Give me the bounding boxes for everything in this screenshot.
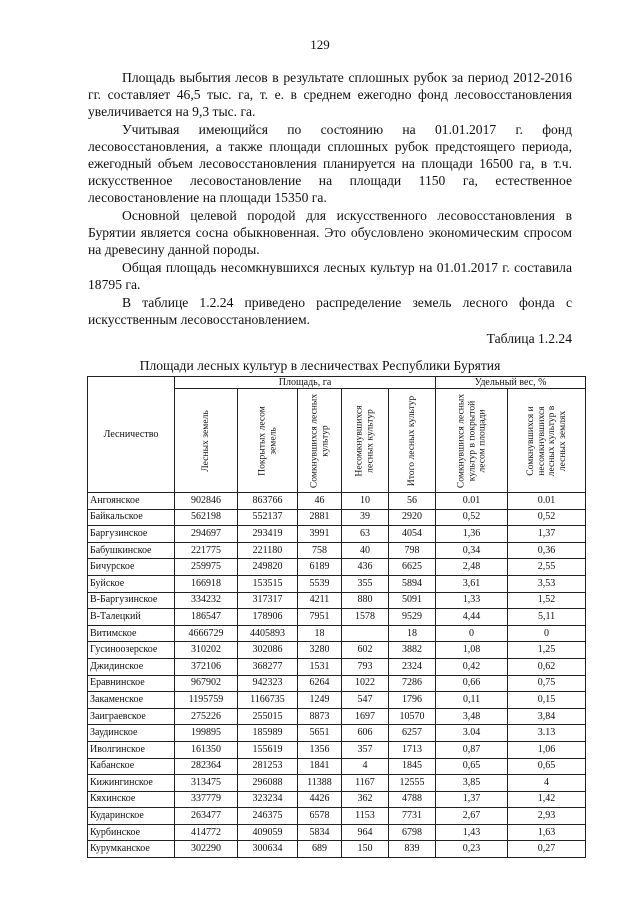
table-cell: 6625 [389, 559, 436, 576]
page-number: 129 [310, 37, 330, 52]
table-cell: 1,43 [436, 824, 508, 841]
table-cell: 967902 [175, 675, 238, 692]
table-cell: 0.01 [508, 493, 586, 510]
paragraph: Общая площадь несомкнувшихся лесных культур на 01.01.2017 г. составила 18795 га. [88, 260, 572, 292]
column-header: Несомкнувшихся лесных культур [342, 389, 389, 493]
table-cell: 902846 [175, 493, 238, 510]
table-cell: 3,84 [508, 708, 586, 725]
table-cell: 166918 [175, 575, 238, 592]
table-cell: 1166735 [238, 692, 298, 709]
table-cell: 249820 [238, 559, 298, 576]
table-cell: 1697 [342, 708, 389, 725]
table-cell: 863766 [238, 493, 298, 510]
table-cell: 6798 [389, 824, 436, 841]
table-cell: 3,53 [508, 575, 586, 592]
table-cell: 2,67 [436, 808, 508, 825]
table-cell: 0,65 [508, 758, 586, 775]
table-cell: 1796 [389, 692, 436, 709]
table-cell: 547 [342, 692, 389, 709]
table-cell: 409059 [238, 824, 298, 841]
table-cell: 552137 [238, 509, 298, 526]
table-row [88, 741, 586, 758]
table-cell: 793 [342, 658, 389, 675]
table-row [88, 824, 586, 841]
table-cell: 562198 [175, 509, 238, 526]
forestry-name: Кяхинское [88, 791, 175, 808]
table-cell: 1841 [298, 758, 342, 775]
forestry-name: В-Талецкий [88, 609, 175, 626]
table-cell: 372106 [175, 658, 238, 675]
table-cell: 3991 [298, 526, 342, 543]
forest-culture-table [87, 376, 586, 858]
table-cell: 3280 [298, 642, 342, 659]
table-row [88, 592, 586, 609]
forestry-name: В-Баргузинское [88, 592, 175, 609]
table-cell: 880 [342, 592, 389, 609]
table-cell: 1153 [342, 808, 389, 825]
forestry-name: Буйское [88, 575, 175, 592]
table-cell: 296088 [238, 775, 298, 792]
table-row [88, 708, 586, 725]
table-cell: 6257 [389, 725, 436, 742]
table-cell: 259975 [175, 559, 238, 576]
table-cell: 3,48 [436, 708, 508, 725]
table-cell: 199895 [175, 725, 238, 742]
table-row [88, 509, 586, 526]
table-cell: 0,62 [508, 658, 586, 675]
table-cell: 7286 [389, 675, 436, 692]
body-text [88, 69, 572, 329]
table-cell: 5834 [298, 824, 342, 841]
table-cell: 1,52 [508, 592, 586, 609]
table-cell: 0,36 [508, 542, 586, 559]
table-cell: 1,25 [508, 642, 586, 659]
forestry-name: Ангоянское [88, 493, 175, 510]
table-cell: 1022 [342, 675, 389, 692]
table-cell: 839 [389, 841, 436, 858]
table-cell: 3,85 [436, 775, 508, 792]
table-cell: 317317 [238, 592, 298, 609]
table-cell: 2881 [298, 509, 342, 526]
forestry-name: Бичурское [88, 559, 175, 576]
table-body [88, 493, 586, 858]
table-cell: 4405893 [238, 625, 298, 642]
table-cell: 1,33 [436, 592, 508, 609]
table-row [88, 841, 586, 858]
table-row [88, 559, 586, 576]
table-row [88, 526, 586, 543]
table-cell: 0,15 [508, 692, 586, 709]
table-cell: 1,37 [508, 526, 586, 543]
table-row [88, 775, 586, 792]
column-header: Сомкнувшихся лесных культур в покрытой лесом площади [436, 389, 508, 493]
table-cell: 12555 [389, 775, 436, 792]
table-cell: 1356 [298, 741, 342, 758]
table-cell: 1167 [342, 775, 389, 792]
table-cell: 9529 [389, 609, 436, 626]
table-cell: 0,42 [436, 658, 508, 675]
table-cell: 1195759 [175, 692, 238, 709]
table-cell: 3.13 [508, 725, 586, 742]
table-cell: 942323 [238, 675, 298, 692]
table-cell: 4 [508, 775, 586, 792]
table-cell: 5,11 [508, 609, 586, 626]
table-cell: 5894 [389, 575, 436, 592]
table-cell: 0,11 [436, 692, 508, 709]
table-cell: 39 [342, 509, 389, 526]
table-cell: 1713 [389, 741, 436, 758]
table-cell: 2920 [389, 509, 436, 526]
table-cell: 1,06 [508, 741, 586, 758]
table-cell: 313475 [175, 775, 238, 792]
table-cell: 3882 [389, 642, 436, 659]
table-cell: 11388 [298, 775, 342, 792]
table-cell: 0,23 [436, 841, 508, 858]
table-cell [342, 625, 389, 642]
table-row [88, 692, 586, 709]
table-row [88, 675, 586, 692]
table-cell: 4788 [389, 791, 436, 808]
forestry-name: Заиграевское [88, 708, 175, 725]
table-cell: 0,34 [436, 542, 508, 559]
table-cell: 246375 [238, 808, 298, 825]
table-cell: 0,65 [436, 758, 508, 775]
table-cell: 221180 [238, 542, 298, 559]
table-cell: 323234 [238, 791, 298, 808]
column-header: Сомкнувшихся и несомкнувшихся лесных культур в лесных землях [508, 389, 586, 493]
table-cell: 414772 [175, 824, 238, 841]
table-cell: 153515 [238, 575, 298, 592]
table-cell: 56 [389, 493, 436, 510]
table-cell: 3,61 [436, 575, 508, 592]
table-cell: 8873 [298, 708, 342, 725]
table-cell: 294697 [175, 526, 238, 543]
table-cell: 4,44 [436, 609, 508, 626]
table-row [88, 625, 586, 642]
table-cell: 302290 [175, 841, 238, 858]
table-cell: 798 [389, 542, 436, 559]
table-cell: 4666729 [175, 625, 238, 642]
table-cell: 161350 [175, 741, 238, 758]
table-cell: 0 [436, 625, 508, 642]
column-header: Лесных земель [175, 389, 238, 493]
table-cell: 3.04 [436, 725, 508, 742]
table-cell: 0 [508, 625, 586, 642]
table-cell: 281253 [238, 758, 298, 775]
forestry-name: Джидинское [88, 658, 175, 675]
table-cell: 1578 [342, 609, 389, 626]
table-cell: 186547 [175, 609, 238, 626]
table-cell: 300634 [238, 841, 298, 858]
table-cell: 606 [342, 725, 389, 742]
table-cell: 1,42 [508, 791, 586, 808]
table-cell: 263477 [175, 808, 238, 825]
table-cell: 357 [342, 741, 389, 758]
table-cell: 302086 [238, 642, 298, 659]
table-row [88, 758, 586, 775]
paragraph: Основной целевой породой для искусственного лесовосстановления в Бурятии является сосна обыкновенная. Это обусловлено экономическим спросом на древесину данной породы. [88, 208, 572, 257]
table-row [88, 542, 586, 559]
table-cell: 0,52 [508, 509, 586, 526]
table-cell: 0,27 [508, 841, 586, 858]
forestry-name: Заудинское [88, 725, 175, 742]
table-cell: 4 [342, 758, 389, 775]
forestry-name: Закаменское [88, 692, 175, 709]
table-cell: 1,37 [436, 791, 508, 808]
table-row [88, 791, 586, 808]
table-cell: 18 [298, 625, 342, 642]
table-cell: 7951 [298, 609, 342, 626]
table-row [88, 575, 586, 592]
table-cell: 5091 [389, 592, 436, 609]
table-cell: 7731 [389, 808, 436, 825]
paragraph: Площадь выбытия лесов в результате сплошных рубок за период 2012-2016 гг. составляет 46,5 тыс. га, т. е. в среднем ежегодно фонд лесовосстановления увеличивается на 9,3 тыс. га. [88, 70, 572, 119]
table-cell: 6264 [298, 675, 342, 692]
table-cell: 362 [342, 791, 389, 808]
table-cell: 2,55 [508, 559, 586, 576]
table-row [88, 808, 586, 825]
share-group-header: Удельный вес, % [436, 377, 586, 389]
table-cell: 63 [342, 526, 389, 543]
table-cell: 2324 [389, 658, 436, 675]
table-cell: 689 [298, 841, 342, 858]
table-cell: 4054 [389, 526, 436, 543]
table-cell: 758 [298, 542, 342, 559]
table-cell: 150 [342, 841, 389, 858]
table-cell: 964 [342, 824, 389, 841]
table-cell: 1,08 [436, 642, 508, 659]
table-cell: 255015 [238, 708, 298, 725]
table-cell: 221775 [175, 542, 238, 559]
table-cell: 0,75 [508, 675, 586, 692]
table-cell: 310202 [175, 642, 238, 659]
forestry-name: Кударинское [88, 808, 175, 825]
forestry-name: Баргузинское [88, 526, 175, 543]
column-header: Сомкнувшихся лесных культур [298, 389, 342, 493]
table-cell: 6189 [298, 559, 342, 576]
table-cell: 185989 [238, 725, 298, 742]
forestry-name: Кижингинское [88, 775, 175, 792]
forestry-header: Лесничество [88, 377, 175, 493]
table-row [88, 609, 586, 626]
forestry-name: Иволгинское [88, 741, 175, 758]
table-cell: 275226 [175, 708, 238, 725]
table-cell: 5539 [298, 575, 342, 592]
paragraph: В таблице 1.2.24 приведено распределение земель лесного фонда с искусственным лесовосстановлением. [88, 295, 572, 327]
paragraph: Учитывая имеющийся по состоянию на 01.01.2017 г. фонд лесовосстановления, а также площади сплошных рубок предстоящего периода, ежегодный объем лесовосстановления планируется на площади 16500 га, в т.ч. искусственное лесовостановление на площади 1150 га, естественное лесовостановление на площади 15350 га. [88, 122, 572, 205]
table-cell: 0.01 [436, 493, 508, 510]
table-cell: 355 [342, 575, 389, 592]
table-cell: 293419 [238, 526, 298, 543]
area-group-header: Площадь, га [175, 377, 436, 389]
forestry-name: Курбинское [88, 824, 175, 841]
table-cell: 155619 [238, 741, 298, 758]
table-cell: 2,48 [436, 559, 508, 576]
table-cell: 178906 [238, 609, 298, 626]
table-row [88, 642, 586, 659]
forestry-name: Гусиноозерское [88, 642, 175, 659]
table-row [88, 725, 586, 742]
forestry-name: Еравнинское [88, 675, 175, 692]
table-title: Площади лесных культур в лесничествах Республики Бурятия [139, 358, 501, 373]
forestry-name: Витимское [88, 625, 175, 642]
table-cell: 1249 [298, 692, 342, 709]
forestry-name: Бабушкинское [88, 542, 175, 559]
table-cell: 6578 [298, 808, 342, 825]
table-row [88, 658, 586, 675]
forestry-name: Кабанское [88, 758, 175, 775]
table-cell: 334232 [175, 592, 238, 609]
table-cell: 1,36 [436, 526, 508, 543]
table-reference: Таблица 1.2.24 [486, 331, 572, 346]
table-cell: 1845 [389, 758, 436, 775]
column-header: Итого лесных культур [389, 389, 436, 493]
table-cell: 40 [342, 542, 389, 559]
table-cell: 10570 [389, 708, 436, 725]
table-cell: 1,63 [508, 824, 586, 841]
forestry-name: Байкальское [88, 509, 175, 526]
table-cell: 4426 [298, 791, 342, 808]
table-row [88, 493, 586, 510]
table-cell: 4211 [298, 592, 342, 609]
forestry-name: Курумканское [88, 841, 175, 858]
column-header: Покрытых лесом земель [238, 389, 298, 493]
table-cell: 46 [298, 493, 342, 510]
table-cell: 0,87 [436, 741, 508, 758]
table-cell: 0,52 [436, 509, 508, 526]
table-cell: 0,66 [436, 675, 508, 692]
table-cell: 1531 [298, 658, 342, 675]
table-cell: 282364 [175, 758, 238, 775]
table-cell: 2,93 [508, 808, 586, 825]
table-cell: 18 [389, 625, 436, 642]
table-cell: 602 [342, 642, 389, 659]
table-cell: 337779 [175, 791, 238, 808]
table-cell: 10 [342, 493, 389, 510]
table-cell: 368277 [238, 658, 298, 675]
table-cell: 436 [342, 559, 389, 576]
table-cell: 5651 [298, 725, 342, 742]
